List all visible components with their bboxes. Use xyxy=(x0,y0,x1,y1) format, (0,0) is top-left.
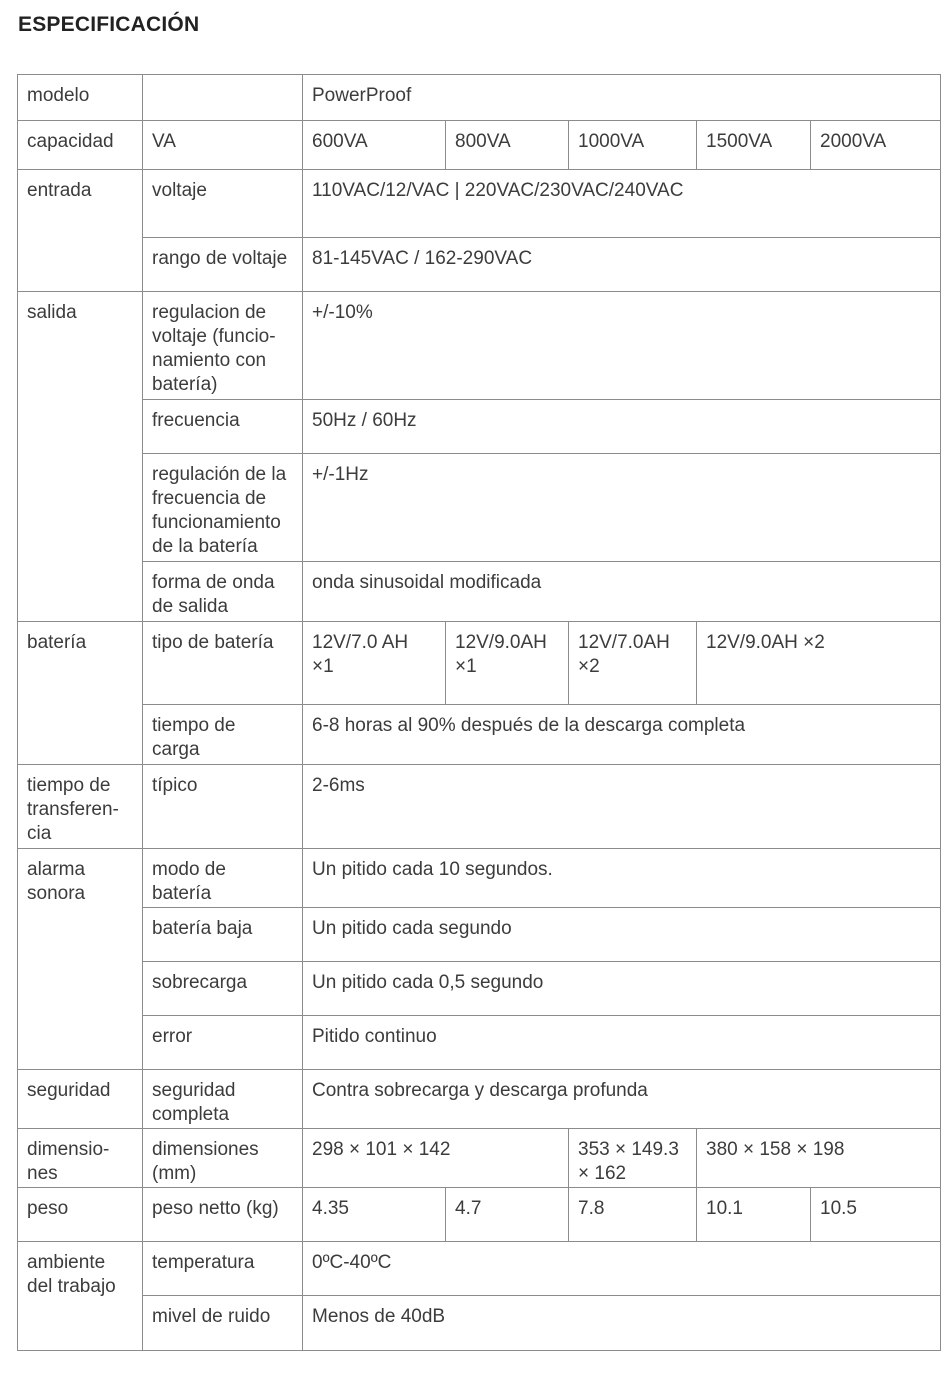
weight-value: 10.5 xyxy=(811,1188,941,1242)
output-frequency-value: 50Hz / 60Hz xyxy=(303,400,941,454)
capacity-value: 800VA xyxy=(446,121,569,170)
output-regulation-label: regulacion de voltaje (funcio- namiento con batería) xyxy=(143,292,303,400)
table-row-dimensions xyxy=(18,1129,941,1188)
model-label: modelo xyxy=(18,75,143,121)
alarm-battery-mode-value: Un pitido cada 10 segundos. xyxy=(303,849,941,908)
table-row-weight xyxy=(18,1188,941,1242)
capacity-value: 2000VA xyxy=(811,121,941,170)
battery-type-value: 12V/7.0AH ×2 xyxy=(569,622,697,705)
table-row-output-waveform xyxy=(18,562,941,622)
battery-type-label: tipo de batería xyxy=(143,622,303,705)
alarm-label: alarma sonora xyxy=(18,849,143,1070)
dimensions-value: 380 × 158 × 198 xyxy=(697,1129,941,1188)
model-value: PowerProof xyxy=(303,75,941,121)
transfer-typical-label: típico xyxy=(143,765,303,849)
battery-type-value: 12V/9.0AH ×1 xyxy=(446,622,569,705)
output-waveform-label: forma de onda de salida xyxy=(143,562,303,622)
table-row-environment-temperature xyxy=(18,1242,941,1296)
alarm-battery-mode-label: modo de batería xyxy=(143,849,303,908)
output-waveform-value: onda sinusoidal modificada xyxy=(303,562,941,622)
battery-label: batería xyxy=(18,622,143,765)
input-voltage-value: 110VAC/12/VAC | 220VAC/230VAC/240VAC xyxy=(303,170,941,238)
table-row-environment-noise xyxy=(18,1296,941,1351)
alarm-error-value: Pitido continuo xyxy=(303,1016,941,1070)
output-frequency-label: frecuencia xyxy=(143,400,303,454)
capacity-value: 600VA xyxy=(303,121,446,170)
battery-type-value: 12V/7.0 AH ×1 xyxy=(303,622,446,705)
weight-value: 10.1 xyxy=(697,1188,811,1242)
battery-charge-value: 6-8 horas al 90% después de la descarga completa xyxy=(303,705,941,765)
table-row-input-range xyxy=(18,238,941,292)
battery-charge-label: tiempo de carga xyxy=(143,705,303,765)
environment-noise-label: mivel de ruido xyxy=(143,1296,303,1351)
weight-value: 7.8 xyxy=(569,1188,697,1242)
environment-label: ambiente del trabajo xyxy=(18,1242,143,1351)
battery-type-value: 12V/9.0AH ×2 xyxy=(697,622,941,705)
table-row-output-frequency-regulation xyxy=(18,454,941,562)
alarm-overload-value: Un pitido cada 0,5 segundo xyxy=(303,962,941,1016)
environment-temperature-value: 0ºC-40ºC xyxy=(303,1242,941,1296)
table-row-model xyxy=(18,75,941,121)
alarm-low-battery-label: batería baja xyxy=(143,908,303,962)
specification-table xyxy=(17,74,941,1351)
output-frequency-regulation-value: +/-1Hz xyxy=(303,454,941,562)
dimensions-label: dimensio- nes xyxy=(18,1129,143,1188)
table-row-alarm-battery-mode xyxy=(18,849,941,908)
capacity-value: 1500VA xyxy=(697,121,811,170)
dimensions-sub-label: dimensiones (mm) xyxy=(143,1129,303,1188)
page-title: ESPECIFICACIÓN xyxy=(18,13,200,36)
safety-sub-label: seguridad completa xyxy=(143,1070,303,1129)
output-frequency-regulation-label: regulación de la frecuencia de funcionamiento de la batería xyxy=(143,454,303,562)
safety-label: seguridad xyxy=(18,1070,143,1129)
input-range-value: 81-145VAC / 162-290VAC xyxy=(303,238,941,292)
safety-value: Contra sobrecarga y descarga profunda xyxy=(303,1070,941,1129)
table-row-transfer-time xyxy=(18,765,941,849)
table-row-capacity xyxy=(18,121,941,170)
input-voltage-label: voltaje xyxy=(143,170,303,238)
weight-value: 4.35 xyxy=(303,1188,446,1242)
alarm-low-battery-value: Un pitido cada segundo xyxy=(303,908,941,962)
dimensions-value: 298 × 101 × 142 xyxy=(303,1129,569,1188)
output-regulation-value: +/-10% xyxy=(303,292,941,400)
input-range-label: rango de voltaje xyxy=(143,238,303,292)
table-row-safety xyxy=(18,1070,941,1129)
table-row-output-regulation xyxy=(18,292,941,400)
input-label: entrada xyxy=(18,170,143,292)
weight-sub-label: peso netto (kg) xyxy=(143,1188,303,1242)
weight-label: peso xyxy=(18,1188,143,1242)
table-row-alarm-low-battery xyxy=(18,908,941,962)
table-row-output-frequency xyxy=(18,400,941,454)
table-row-battery-type xyxy=(18,622,941,705)
transfer-label: tiempo de transferen- cia xyxy=(18,765,143,849)
alarm-overload-label: sobrecarga xyxy=(143,962,303,1016)
capacity-unit: VA xyxy=(143,121,303,170)
table-row-alarm-error xyxy=(18,1016,941,1070)
alarm-error-label: error xyxy=(143,1016,303,1070)
environment-temperature-label: temperatura xyxy=(143,1242,303,1296)
environment-noise-value: Menos de 40dB xyxy=(303,1296,941,1351)
capacity-value: 1000VA xyxy=(569,121,697,170)
transfer-typical-value: 2-6ms xyxy=(303,765,941,849)
dimensions-value: 353 × 149.3 × 162 xyxy=(569,1129,697,1188)
weight-value: 4.7 xyxy=(446,1188,569,1242)
table-row-battery-charge xyxy=(18,705,941,765)
model-sub-label xyxy=(143,75,303,121)
capacity-label: capacidad xyxy=(18,121,143,170)
table-row-input-voltage xyxy=(18,170,941,238)
table-row-alarm-overload xyxy=(18,962,941,1016)
output-label: salida xyxy=(18,292,143,622)
